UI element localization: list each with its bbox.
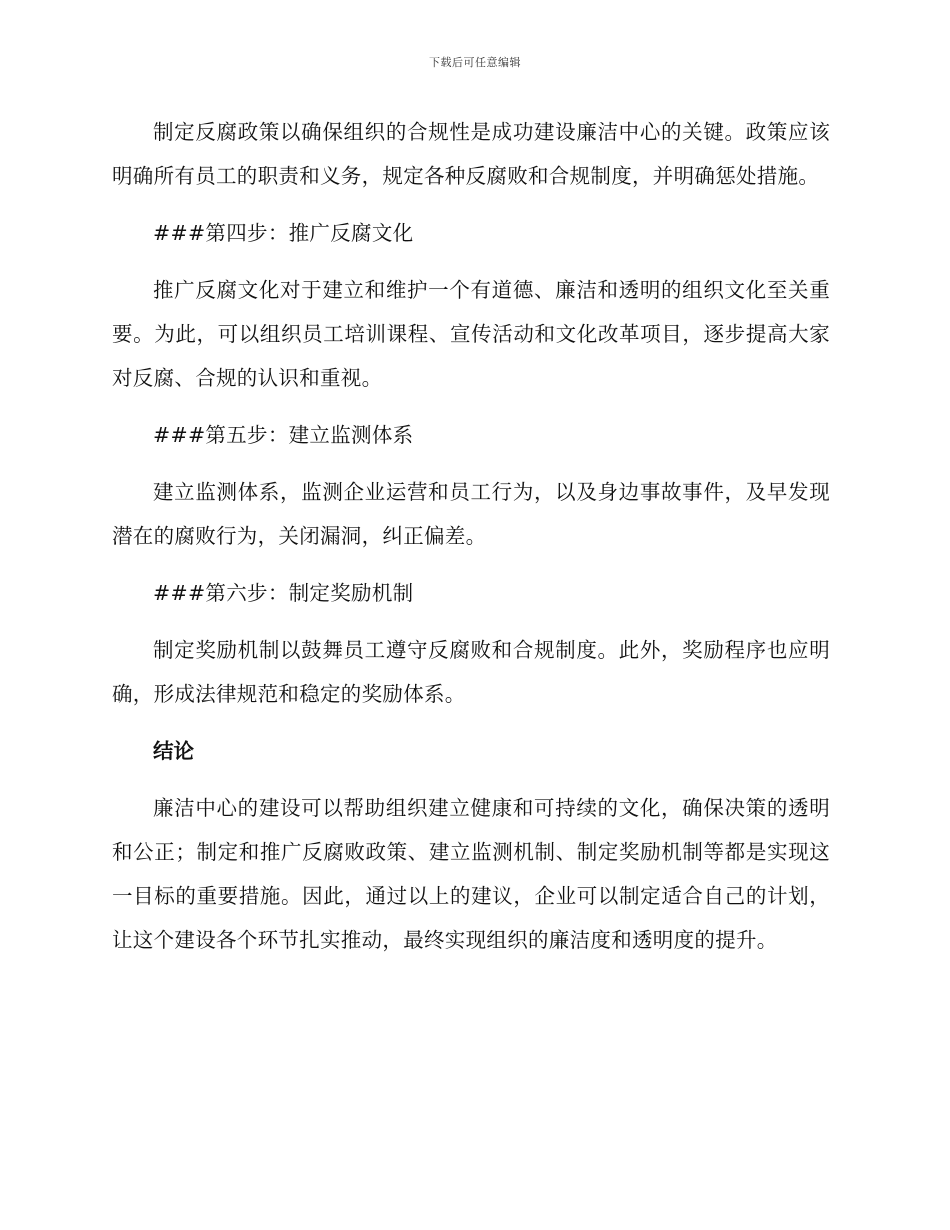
step-four-heading: ###第四步：推广反腐文化 — [153, 221, 414, 245]
monitoring-paragraph: 建立监测体系，监测企业运营和员工行为，以及身边事故事件，及早发现潜在的腐败行为，关闭漏洞，纠正偏差。 — [112, 480, 830, 548]
step-five-heading: ###第五步：建立监测体系 — [153, 423, 414, 447]
step-six-heading: ###第六步：制定奖励机制 — [153, 581, 414, 605]
document-body — [112, 110, 830, 975]
culture-paragraph: 推广反腐文化对于建立和维护一个有道德、廉洁和透明的组织文化至关重要。为此，可以组织员工培训课程、宣传活动和文化改革项目，逐步提高大家对反腐、合规的认识和重视。 — [112, 278, 830, 390]
page-header: 下载后可任意编辑 — [429, 56, 521, 69]
reward-paragraph: 制定奖励机制以鼓舞员工遵守反腐败和合规制度。此外，奖励程序也应明确，形成法律规范和稳定的奖励体系。 — [112, 638, 830, 706]
conclusion-paragraph: 廉洁中心的建设可以帮助组织建立健康和可持续的文化，确保决策的透明和公正；制定和推广反腐败政策、建立监测机制、制定奖励机制等都是实现这一目标的重要措施。因此，通过以上的建议，企业可以制定适合自己的计划，让这个建设各个环节扎实推动，最终实现组织的廉洁度和透明度的提升。 — [112, 796, 830, 952]
conclusion-heading: 结论 — [153, 739, 194, 763]
policy-paragraph: 制定反腐政策以确保组织的合规性是成功建设廉洁中心的关键。政策应该明确所有员工的职责和义务，规定各种反腐败和合规制度，并明确惩处措施。 — [112, 120, 830, 188]
